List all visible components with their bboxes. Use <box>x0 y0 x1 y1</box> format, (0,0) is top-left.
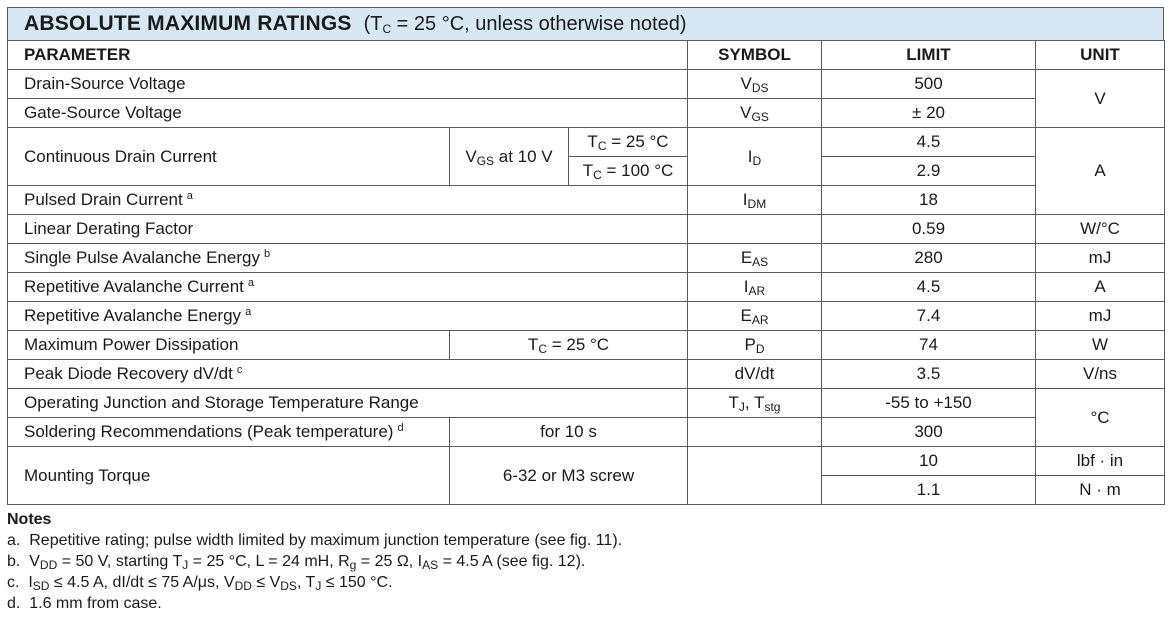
unit-ldf: W/°C <box>1036 215 1165 244</box>
footnote-marker: b <box>263 248 271 260</box>
symbol-empty <box>688 447 822 505</box>
table-row <box>8 186 1165 215</box>
param-soldering-recommendations: Soldering Recommendations (Peak temperature) $^d$ <box>8 418 450 447</box>
limit-ear: 7.4 <box>822 302 1036 331</box>
limit-iar: 4.5 <box>822 273 1036 302</box>
limit-vds: 500 <box>822 70 1036 99</box>
note-d: d. 1.6 mm from case. <box>7 595 162 612</box>
table-row <box>8 273 1165 302</box>
param-continuous-drain-current: Continuous Drain Current <box>8 128 450 186</box>
table-row <box>8 389 1165 418</box>
table-title-condition: ($T_C = 25$ °C, unless otherwise noted) <box>363 12 687 36</box>
param-peak-diode-recovery: Peak Diode Recovery dV/dt $^c$ <box>8 360 688 389</box>
symbol-vgs: $V_{GS}$ <box>688 99 822 128</box>
footnote-marker: c <box>236 364 243 376</box>
table-row <box>8 447 1165 476</box>
unit-iar: A <box>1036 273 1165 302</box>
unit-eas: mJ <box>1036 244 1165 273</box>
table-title-bar <box>7 7 1164 40</box>
param-operating-temperature-range: Operating Junction and Storage Temperature Range <box>8 389 688 418</box>
param-linear-derating-factor: Linear Derating Factor <box>8 215 688 244</box>
limit-eas: 280 <box>822 244 1036 273</box>
symbol-tj-tstg: $T_J$, $T_{stg}$ <box>688 389 822 418</box>
condition-tc-25: $T_C = 25$ °C <box>569 128 688 157</box>
unit-amps: A <box>1036 128 1165 215</box>
limit-id-100: 2.9 <box>822 157 1036 186</box>
param-repetitive-avalanche-energy: Repetitive Avalanche Energy $^a$ <box>8 302 688 331</box>
param-pulsed-drain-current: Pulsed Drain Current $^a$ <box>8 186 688 215</box>
condition-vgs-10v: $V_{GS}$ at 10 V <box>450 128 569 186</box>
symbol-eas: $E_{AS}$ <box>688 244 822 273</box>
header-symbol: SYMBOL <box>688 41 822 70</box>
symbol-empty <box>688 418 822 447</box>
table-row <box>8 331 1165 360</box>
symbol-idm: $I_{DM}$ <box>688 186 822 215</box>
table-row <box>8 99 1165 128</box>
param-mounting-torque: Mounting Torque <box>8 447 450 505</box>
note-c: c. $I_{SD} \le 4.5$ A, dI/dt ≤ 75 A/μs, $V_{DD} \le V_{DS}$, $T_J \le 150$ °C. <box>7 574 393 593</box>
unit-pd: W <box>1036 331 1165 360</box>
unit-celsius: °C <box>1036 389 1165 447</box>
notes-title: Notes <box>7 511 52 528</box>
limit-dvdt: 3.5 <box>822 360 1036 389</box>
symbol-dvdt: dV/dt <box>688 360 822 389</box>
symbol-vds: $V_{DS}$ <box>688 70 822 99</box>
absolute-maximum-ratings-sheet <box>7 7 1164 614</box>
symbol-empty <box>688 215 822 244</box>
note-a: a. Repetitive rating; pulse width limited by maximum junction temperature (see fig. 11). <box>7 532 623 549</box>
limit-idm: 18 <box>822 186 1036 215</box>
param-single-pulse-avalanche-energy: Single Pulse Avalanche Energy $^b$ <box>8 244 688 273</box>
limit-pd: 74 <box>822 331 1036 360</box>
unit-dvdt: V/ns <box>1036 360 1165 389</box>
symbol-ear: $E_{AR}$ <box>688 302 822 331</box>
header-limit: LIMIT <box>822 41 1036 70</box>
symbol-id: $I_D$ <box>688 128 822 186</box>
table-row <box>8 302 1165 331</box>
table-row <box>8 70 1165 99</box>
table-row <box>8 215 1165 244</box>
table-row <box>8 128 1165 157</box>
header-unit: UNIT <box>1036 41 1165 70</box>
header-parameter: PARAMETER <box>8 41 688 70</box>
param-repetitive-avalanche-current: Repetitive Avalanche Current $^a$ <box>8 273 688 302</box>
limit-id-25: 4.5 <box>822 128 1036 157</box>
limit-vgs: ± 20 <box>822 99 1036 128</box>
footnote-marker: a <box>247 277 254 289</box>
table-row <box>8 360 1165 389</box>
param-gate-source-voltage: Gate-Source Voltage <box>8 99 688 128</box>
header-row <box>8 41 1165 70</box>
limit-solder: 300 <box>822 418 1036 447</box>
footnote-marker: d <box>397 422 404 434</box>
symbol-pd: $P_D$ <box>688 331 822 360</box>
condition-tc-100: $T_C = 100$ °C <box>569 157 688 186</box>
condition-pd-tc: $T_C = 25$ °C <box>450 331 688 360</box>
notes-section <box>7 509 1164 614</box>
param-maximum-power-dissipation: Maximum Power Dissipation <box>8 331 450 360</box>
limit-tj: -55 to +150 <box>822 389 1036 418</box>
table-title: ABSOLUTE MAXIMUM RATINGS <box>24 12 352 35</box>
symbol-iar: $I_{AR}$ <box>688 273 822 302</box>
limit-torque-nm: 1.1 <box>822 476 1036 505</box>
table-row <box>8 244 1165 273</box>
note-b: b. $V_{DD} = 50$ V, starting $T_J = 25$ °C, L = 24 mH, $R_g = 25$ Ω, $I_{AS} = 4.5$ A (see fig. 12). <box>7 553 586 572</box>
unit-ear: mJ <box>1036 302 1165 331</box>
footnote-marker: a <box>186 190 193 202</box>
limit-ldf: 0.59 <box>822 215 1036 244</box>
condition-solder: for 10 s <box>450 418 688 447</box>
footnote-marker: a <box>245 306 252 318</box>
ratings-table <box>7 40 1165 505</box>
unit-volts: V <box>1036 70 1165 128</box>
condition-torque: 6-32 or M3 screw <box>450 447 688 505</box>
table-row <box>8 418 1165 447</box>
limit-torque-lbf: 10 <box>822 447 1036 476</box>
unit-torque-lbf: lbf · in <box>1036 447 1165 476</box>
param-drain-source-voltage: Drain-Source Voltage <box>8 70 688 99</box>
unit-torque-nm: N · m <box>1036 476 1165 505</box>
